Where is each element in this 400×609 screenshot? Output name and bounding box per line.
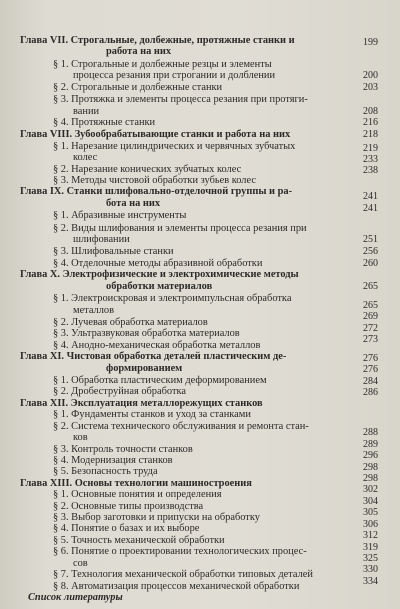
section-item: § 2. Строгальные и долбежные станки: [53, 81, 223, 93]
page-number: 276: [363, 353, 378, 364]
page-number: 284: [363, 375, 378, 387]
chapter-heading-cont: формированием: [106, 362, 183, 374]
page-number: 272: [363, 322, 378, 334]
section-item: § 7. Технология механической обработки типовых деталей: [53, 569, 313, 581]
section-item: § 3. Протяжка и элементы процесса резания при протяги-: [53, 94, 308, 105]
section-item: § 5. Безопасность труда: [53, 466, 158, 478]
page-number: 238: [363, 165, 378, 177]
section-item-cont: сов: [73, 557, 88, 569]
page-number: 273: [363, 334, 378, 345]
page-number: 325: [363, 553, 378, 564]
section-item: § 2. Система технического обслуживания и ремонта стан-: [53, 420, 309, 432]
page-number: 208: [363, 105, 378, 117]
section-item-cont: вании: [73, 105, 100, 117]
page-number: 260: [363, 257, 378, 269]
section-item: § 5. Точность механической обработки: [53, 534, 225, 546]
page-number: 319: [363, 541, 378, 553]
section-item-cont: ков: [73, 432, 88, 443]
page-number: 334: [363, 575, 378, 587]
page-number: 219: [363, 142, 378, 154]
chapter-heading-cont: бота на них: [106, 197, 161, 209]
page-number: 276: [363, 364, 378, 376]
page-number: 199: [363, 36, 378, 48]
page-number: 312: [363, 530, 378, 542]
section-item: § 1. Электроискровая и электроимпульсная обработка: [53, 293, 292, 304]
section-item: § 2. Основные типы производства: [53, 500, 204, 512]
page-number: 200: [363, 70, 378, 82]
section-item: § 4. Протяжные станки: [53, 116, 156, 128]
section-item: § 4. Отделочные методы абразивной обработки: [53, 257, 263, 269]
section-item: § 6. Понятие о проектировании технологических процес-: [53, 546, 307, 558]
page-number: 302: [363, 484, 378, 496]
page-number: 289: [363, 438, 378, 450]
section-item: § 4. Анодно-механическая обработка металлов: [53, 339, 261, 351]
chapter-heading-cont: обработки материалов: [106, 280, 213, 292]
section-item: § 1. Строгальные и долбежные резцы и элементы: [53, 58, 272, 70]
page-number: 265: [363, 280, 378, 292]
section-item-cont: колес: [73, 152, 98, 164]
chapter-heading: Глава IX. Станки шлифовально-отделочной группы и ра-: [20, 186, 293, 198]
page-number: 296: [363, 450, 378, 462]
chapter-heading: Глава VIII. Зубообрабатывающие станки и работа на них: [20, 129, 291, 141]
chapter-heading: Глава VII. Строгальные, долбежные, протяжные станки и: [20, 35, 295, 46]
page-number: 298: [363, 473, 378, 484]
section-item: § 2. Дробеструйная обработка: [53, 386, 187, 398]
page-number: 256: [363, 246, 378, 258]
section-item: § 3. Методы чистовой обработки зубьев колес: [53, 175, 256, 186]
page-number: 288: [363, 427, 378, 439]
page-number: 241: [363, 202, 378, 214]
section-item: § 1. Обработка пластическим деформированием: [53, 374, 267, 386]
section-item: § 3. Контроль точности станков: [53, 443, 193, 455]
section-item: § 1. Абразивные инструменты: [53, 210, 187, 222]
page-number: 306: [363, 518, 378, 530]
page-number: 265: [363, 299, 378, 311]
page-number: 330: [363, 564, 378, 576]
section-item: § 3. Ультразвуковая обработка материалов: [53, 328, 240, 340]
section-item: § 3. Шлифовальные станки: [53, 246, 174, 258]
chapter-heading: Глава XI. Чистовая обработка деталей пластическим де-: [20, 351, 287, 363]
section-item: § 1. Фундаменты станков и уход за станками: [53, 409, 251, 421]
section-item: § 2. Лучевая обработка материалов: [53, 316, 208, 328]
page-number: 286: [363, 387, 378, 399]
page-number: 305: [363, 507, 378, 519]
page-number: 203: [363, 81, 378, 93]
section-item: § 8. Автоматизация процессов механической обработки: [53, 580, 300, 592]
page-number: [348, 409, 378, 421]
section-item-cont: процесса резания при строгании и долблении: [73, 70, 276, 82]
page-number: 298: [363, 461, 378, 473]
chapter-heading-cont: работа на них: [106, 46, 172, 58]
page-number: 241: [363, 191, 378, 203]
section-item-cont: шлифовании: [73, 234, 130, 245]
page-number: 218: [363, 129, 378, 141]
page-number: 304: [363, 495, 378, 507]
chapter-heading: Глава XII. Эксплуатация металлорежущих станков: [20, 397, 263, 409]
section-item-cont: металлов: [73, 304, 115, 316]
section-item: § 2. Виды шлифования и элементы процесса резания при: [53, 222, 307, 234]
page-number: 251: [363, 234, 378, 245]
page-number: 216: [363, 116, 378, 128]
bibliography-entry: Список литературы: [28, 592, 123, 603]
section-item: § 1. Нарезание цилиндрических и червячных зубчатых: [53, 140, 296, 152]
page-number: 233: [363, 154, 378, 165]
chapter-heading: Глава XIII. Основы технологии машиностроения: [20, 477, 252, 489]
page-number: 269: [363, 311, 378, 323]
chapter-heading: Глава X. Электрофизические и электрохимические методы: [20, 269, 299, 281]
section-item: § 4. Понятие о базах и их выборе: [53, 523, 200, 535]
section-item: § 3. Выбор заготовки и припуски на обработку: [53, 512, 260, 523]
section-item: § 1. Основные понятия и определения: [53, 489, 222, 501]
section-item: § 2. Нарезание конических зубчатых колес: [53, 163, 242, 175]
section-item: § 4. Модернизация станков: [53, 454, 173, 466]
